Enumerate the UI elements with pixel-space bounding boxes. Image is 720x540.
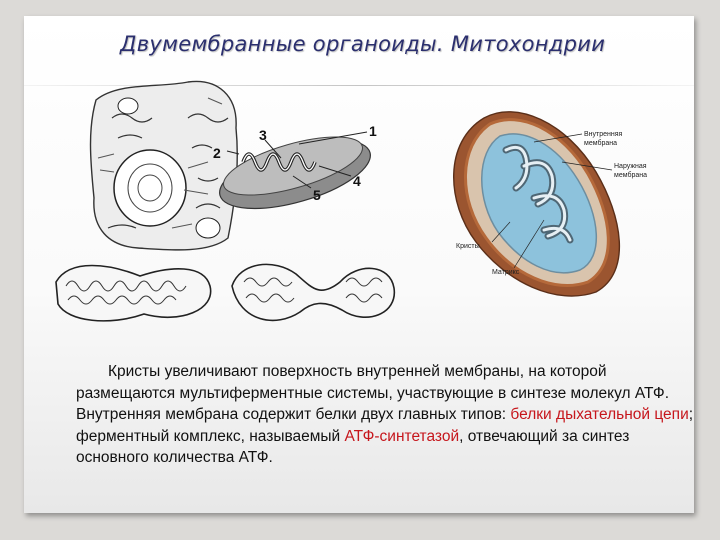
numbered-mitochondrion <box>199 104 379 222</box>
label-cristae: Кристы <box>456 243 480 250</box>
mitochondria-sketches <box>50 252 398 332</box>
mitochondrion-3d-model <box>436 92 666 310</box>
highlight-atp-synthase: АТФ-синтетазой <box>344 427 460 445</box>
label-4: 4 <box>353 173 361 189</box>
paragraph-part-2: ; ферментный комплекс, называемый <box>76 406 694 445</box>
label-inner-membrane-1: Внутренняя <box>584 131 623 138</box>
label-3: 3 <box>259 127 267 143</box>
label-1: 1 <box>369 123 377 139</box>
label-2: 2 <box>213 145 221 161</box>
label-inner-membrane-2: мембрана <box>584 140 617 147</box>
label-outer-membrane-1: Наружная <box>614 163 647 170</box>
paragraph-part-3: , отвечающий за синтез основного количества АТФ. <box>76 427 630 466</box>
label-matrix: Матрикс <box>492 269 520 276</box>
highlight-respiratory-chain: белки дыхательной цепи <box>510 406 689 423</box>
label-outer-membrane-2: мембрана <box>614 172 647 179</box>
slide-card <box>24 16 694 513</box>
slide-title: Двумембранные органоиды. Митохондрии <box>120 32 606 56</box>
paragraph-part-1: Кристы увеличивают поверхность внутренней мембраны, на которой размещаются мультиферментные системы, участвующие в синтезе молекул АТФ. Внутренняя мембрана содержит белки двух главных типов: <box>76 363 670 423</box>
label-5: 5 <box>313 187 321 203</box>
description-paragraph <box>76 361 701 469</box>
